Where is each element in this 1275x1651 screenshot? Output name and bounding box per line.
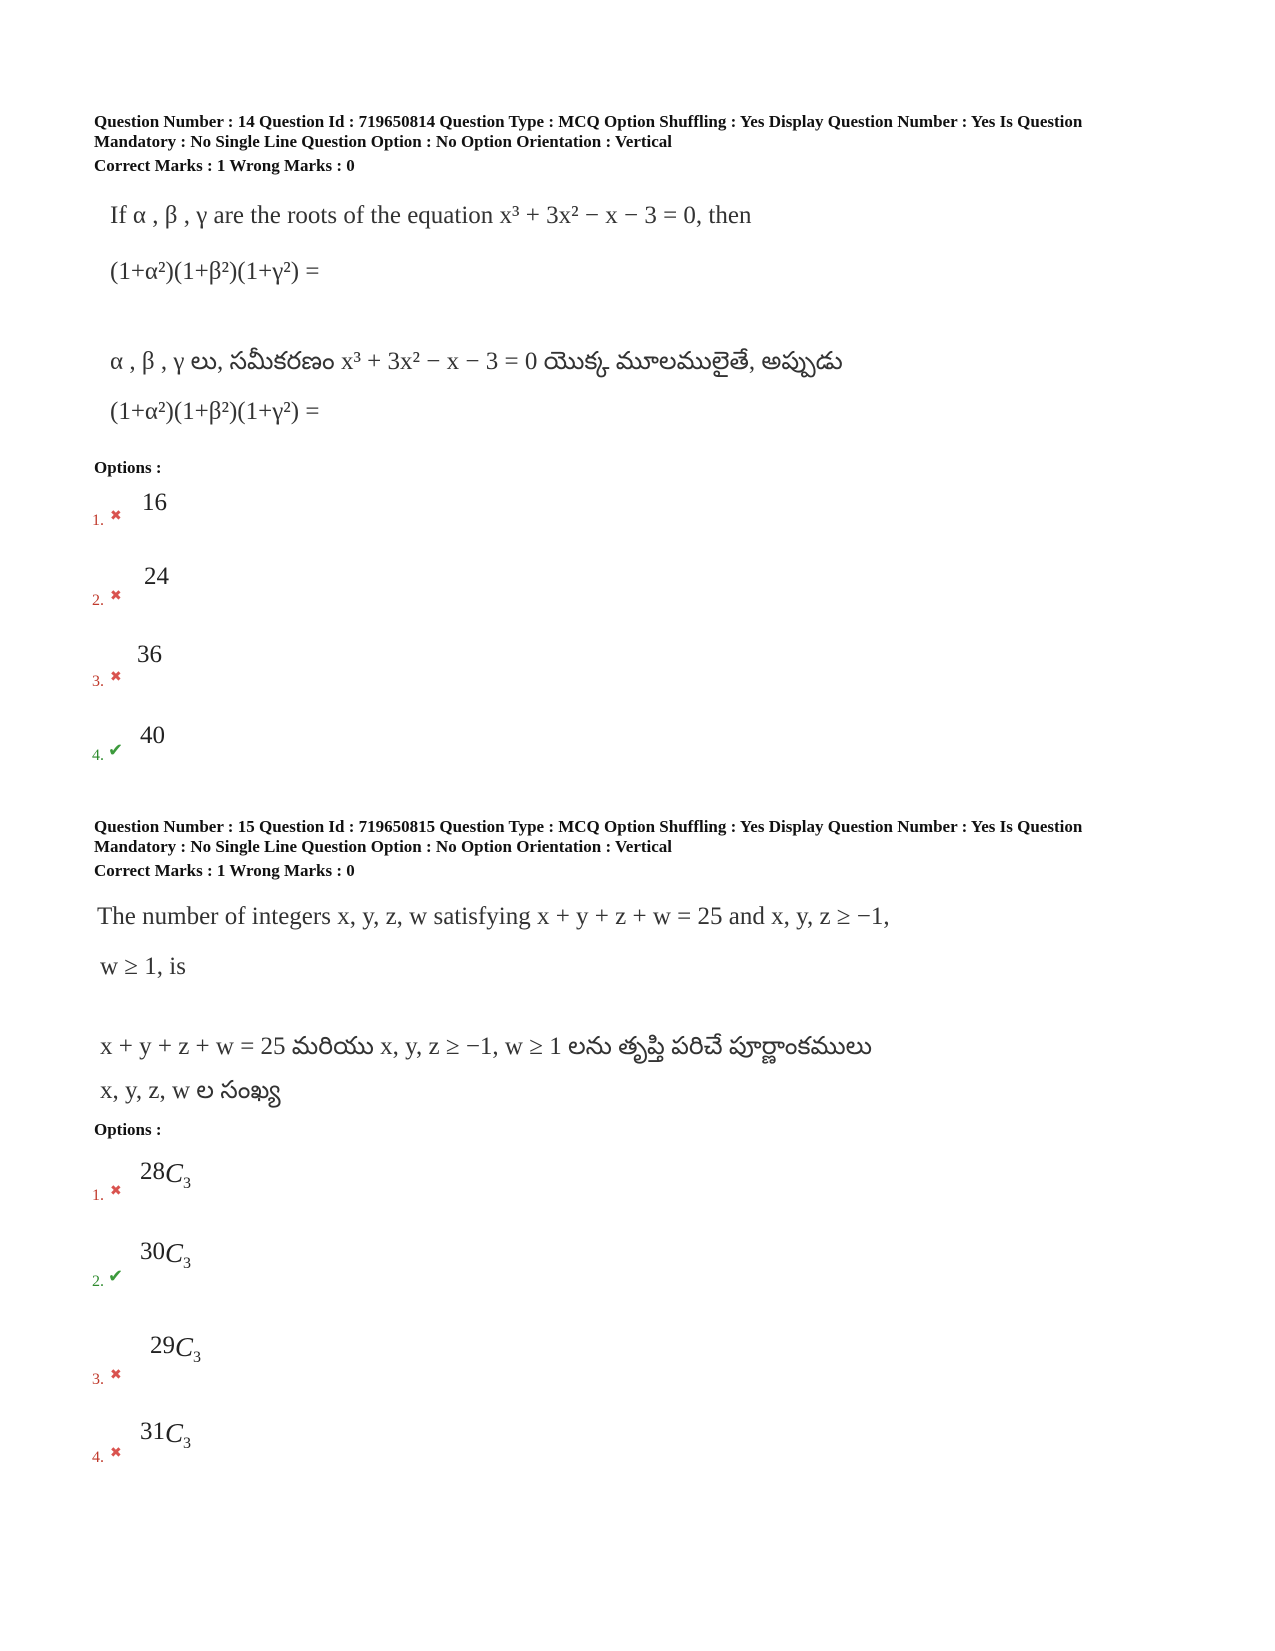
option-value: 29C3: [150, 1332, 202, 1366]
option-number: 3.: [92, 1371, 104, 1388]
question-statement-telugu: α , β , γ లు, సమీకరణం x³ + 3x² − x − 3 = 0 యొక్క మూలములైతే, అప్పుడు: [110, 348, 843, 375]
question-meta-line-2: Mandatory : No Single Line Question Option : No Option Orientation : Vertical: [94, 132, 673, 151]
option-value: 40: [140, 722, 165, 749]
marks-info: Correct Marks : 1 Wrong Marks : 0: [94, 156, 355, 175]
option-number: 1.: [92, 1187, 104, 1204]
question-header: [94, 817, 1194, 857]
cross-icon: ✖: [110, 588, 122, 604]
question-statement-english-expression: (1+α²)(1+β²)(1+γ²) =: [110, 258, 320, 285]
question-statement-telugu-expression: (1+α²)(1+β²)(1+γ²) =: [110, 398, 320, 425]
option-number: 1.: [92, 512, 104, 529]
question-header: [94, 112, 1194, 152]
option-number: 4.: [92, 747, 104, 764]
question-meta-line-2: Mandatory : No Single Line Question Option : No Option Orientation : Vertical: [94, 837, 673, 856]
question-statement-english: The number of integers x, y, z, w satisfying x + y + z + w = 25 and x, y, z ≥ −1,: [97, 903, 890, 930]
check-icon: ✔: [108, 1266, 124, 1287]
question-meta-line-1: Question Number : 14 Question Id : 719650814 Question Type : MCQ Option Shuffling : Yes Display Question Number : Yes Is Question: [94, 112, 1083, 131]
option-number: 4.: [92, 1449, 104, 1466]
options-label: Options :: [94, 1120, 162, 1139]
question-meta-line-1: Question Number : 15 Question Id : 719650815 Question Type : MCQ Option Shuffling : Yes Display Question Number : Yes Is Question: [94, 817, 1083, 836]
options-label: Options :: [94, 458, 162, 477]
option-value: 16: [142, 489, 167, 516]
cross-icon: ✖: [110, 1445, 122, 1461]
option-value: 31C3: [140, 1418, 192, 1452]
option-value: 24: [144, 563, 169, 590]
cross-icon: ✖: [110, 1367, 122, 1383]
question-statement-english: If α , β , γ are the roots of the equation x³ + 3x² − x − 3 = 0, then: [110, 202, 752, 229]
question-statement-english-continued: w ≥ 1, is: [100, 953, 186, 980]
cross-icon: ✖: [110, 1183, 122, 1199]
option-value: 30C3: [140, 1238, 192, 1272]
option-number: 2.: [92, 592, 104, 609]
option-number: 2.: [92, 1273, 104, 1290]
cross-icon: ✖: [110, 669, 122, 685]
marks-info: Correct Marks : 1 Wrong Marks : 0: [94, 861, 355, 880]
option-value: 36: [137, 641, 162, 668]
option-value: 28C3: [140, 1158, 192, 1192]
question-statement-telugu-continued: x, y, z, w ల సంఖ్య: [100, 1077, 281, 1104]
check-icon: ✔: [108, 740, 124, 761]
question-statement-telugu: x + y + z + w = 25 మరియు x, y, z ≥ −1, w ≥ 1 లను తృప్తి పరిచే పూర్ణాంకములు: [100, 1033, 872, 1060]
cross-icon: ✖: [110, 508, 122, 524]
option-number: 3.: [92, 673, 104, 690]
